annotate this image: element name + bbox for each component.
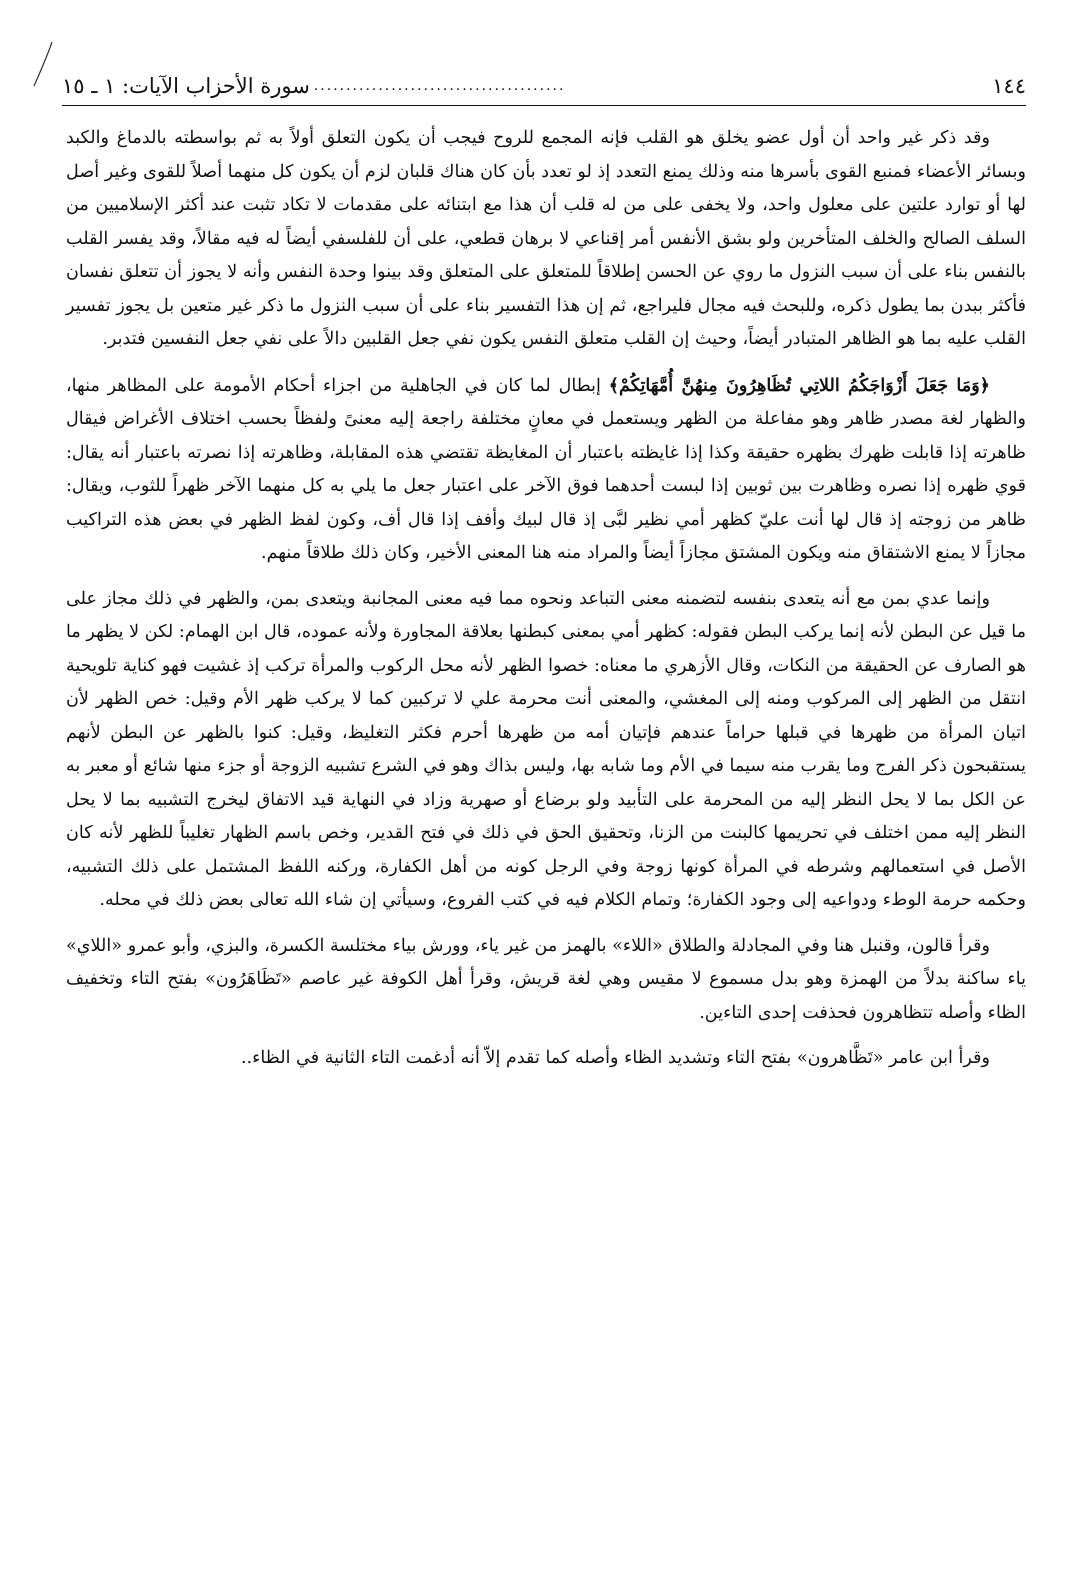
pencil-stroke-mark [30,40,60,90]
leader-dots: ....................................... [313,78,566,94]
page-header [62,68,1026,104]
quran-verse: ﴿وَمَا جَعَلَ أَزْوَاجَكُمُ اللاتِي تُظَاهِرُونَ مِنهُنَّ أُمَّهَاتِكُمْ﴾ [608,374,990,396]
paragraph-zihar-text: إبطال لما كان في الجاهلية من اجزاء أحكام الأمومة على المظاهر منها، والظهار لغة مصدر ظاهر وهو مفاعلة من الظهر ويستعمل في معانٍ مختلفة راجعة إليه معنىً ولفظاً بحسب اختلاف الأغراض فيقال ظاهرته إذا قابلت ظهرك بظهره حقيقة وكذا إذا غايظته باعتبار أن المغايظة تقتضي هذه المقابلة، وظاهرته إذا نصرته باعتبار أنه يقال: قوي ظهره إذا نصره وظاهرت بين ثوبين إذا لبست أحدهما فوق الآخر على اعتبار جعل ما يلي به كل منهما الآخر ظهراً للثوب، ويقال: ظاهر من زوجته إذ قال لها أنت عليّ كظهر أمي نظير لبَّى إذ قال لبيك وأفف إذا قال أف، وكون لفظ الظهر في بعض هذه التراكيب مجازاً لا يمنع الاشتقاق منه ويكون المشتق مجازاً أيضاً والمراد منه هنا المعنى الأخير، وكان ذلك طلاقاً منهم. [66,375,1026,563]
surah-title: سورة الأحزاب الآيات: ١ ـ ١٥ [62,74,310,98]
paragraph-heart: وقد ذكر غير واحد أن أول عضو يخلق هو القلب فإنه المجمع للروح فيجب أن يكون التعلق أولاً به ثم بواسطته بالدماغ والكبد وبسائر الأعضاء فمنبع القوى بأسرها منه وذلك يمنع التعدد إذ لو تعدد بأن كان هناك قلبان لزم أن يكون كل منهما أصلاً للقوى وغير أصل لها أو توارد علتين على معلول واحد، ولا يخفى على من له قلب أن هذا مع ابتنائه على مقدمات لا تكاد تثبت عند أكثر الإسلاميين من السلف الصالح والخلف المتأخرين ولو بشق الأنفس أمر إقناعي لا برهان قطعي، على أن للفلسفي أيضاً له فيه مقالاً، وقد يفسر القلب بالنفس بناء على أن سبب النزول ما روي عن الحسن إطلاقاً للمتعلق على المتعلق وقد بينوا وحدة النفس وأنه لا يجوز أن تتعلق نفسان فأكثر ببدن بما يطول ذكره، وللبحث فيه مجال فليراجع، ثم إن هذا التفسير بناء على أن سبب النزول ما ذكر غير متعين بل يجوز تفسير القلب عليه بما هو الظاهر المتبادر أيضاً، وحيث إن القلب متعلق النفس يكون نفي جعل القلبين دالاً على نفي جعل النفسين فتدبر. [66,128,1026,349]
page-number: ١٤٤ [992,74,1026,98]
header-divider [62,105,1026,106]
page-body [66,122,1026,1076]
paragraph-qiraat: وقرأ قالون، وقنبل هنا وفي المجادلة والطلاق «اللاء» بالهمز من غير ياء، وورش بياء مختلسة الكسرة، والبزي، وأبو عمرو «اللاي» ياء ساكنة بدلاً من الهمزة وهو بدل مسموع لا مقيس وهي لغة قريش، وقرأ أهل الكوفة غير عاصم «تَظَاهَرُون» بفتح التاء وتخفيف الظاء وأصله تتظاهرون فحذفت إحدى التاءين. [66,935,1026,1023]
paragraph-ibn-amir: وقرأ ابن عامر «تَظَّاهرون» بفتح التاء وتشديد الظاء وأصله كما تقدم إلاّ أنه أدغمت التاء الثانية في الظاء.. [240,1048,990,1068]
running-title [62,74,565,98]
paragraph-zihar [66,369,1026,571]
paragraph-min: وإنما عدي بمن مع أنه يتعدى بنفسه لتضمنه معنى التباعد ونحوه مما فيه معنى المجانبة ويتعدى بمن، والظهر في ذلك مجاز على ما قيل عن البطن لأنه إنما يركب البطن فقوله: كظهر أمي بمعنى كبطنها بعلاقة المجاورة ولأنه عموده، قال ابن الهمام: لكن لا يظهر ما هو الصارف عن الحقيقة من النكات، وقال الأزهري ما معناه: خصوا الظهر لأنه محل الركوب والمرأة تركب إذ غشيت فهو كناية تلويحية انتقل من الظهر إلى المركوب ومنه إلى المغشي، والمعنى أنت محرمة علي لا تركبين كما لا يركب ظهر الأم وقيل: خص الظهر لأن اتيان المرأة من ظهرها في قبلها حراماً عندهم فإتيان أمه من ظهرها أحرم فكثر التغليظ، وقيل: كنوا بالظهر عن البطن لأنهم يستقبحون ذكر الفرج وما يقرب منه سيما في الأم وما شابه بها، وليس بذاك وهو في الشرع تشبيه الزوجة أو جزء منها شائع أو معبر به عن الكل بما لا يحل النظر إليه من المحرمة على التأبيد ولو برضاع أو صهرية وزاد في النهاية قيد الاتفاق ليخرج التشبيه بما لا يحل النظر إليه ممن اختلف في تحريمها كالبنت من الزنا، وتحقيق الحق في ذلك في فتح القدير، وخص باسم الظهار تغليباً للظهر لأنه كان الأصل في استعمالهم وشرطه في المرأة كونها زوجة وفي الرجل كونه من أهل الكفارة، وركنه اللفظ المشتمل على ذلك التشبيه، وحكمه حرمة الوطء ودواعيه إلى وجود الكفارة؛ وتمام الكلام فيه في كتب الفروع، وسيأتي إن شاء الله تعالى بعض ذلك في محله. [66,588,1026,910]
